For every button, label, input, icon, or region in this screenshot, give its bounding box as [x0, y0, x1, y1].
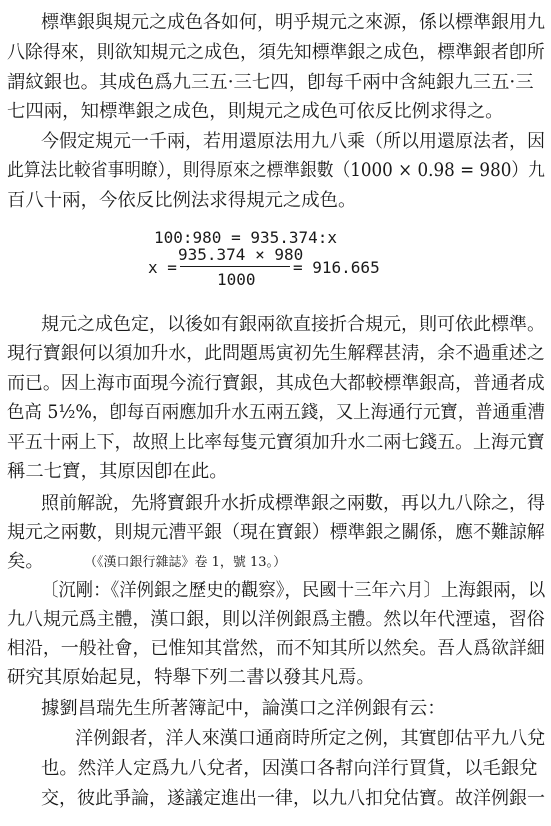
quote-line-2: 也。然洋人定爲九八兌者，因漢口各幇向洋行買貨，以毛銀兌 — [41, 758, 538, 779]
paragraph-3-line-4: 色高 5½%，卽每百兩應加升水五兩五錢，又上海通行元寶，普通重漕 — [7, 402, 545, 423]
paragraph-5-line-4: 研究其原始起見，特舉下列二書以發其凡焉。 — [7, 667, 375, 688]
paragraph-5-line-1: 〔沉剛：《洋例銀之歷史的觀察》，民國十三年六月〕上海銀兩，以 — [41, 580, 546, 601]
quote-line-3: 交，彼此爭論，遂議定進出一律，以九八扣兌估寶。故洋例銀一 — [41, 788, 545, 809]
text-line — [0, 784, 551, 814]
paragraph-3-line-1: 規元之成色定，以後如有銀兩欲直接折合規元，則可依此標準。 — [41, 314, 545, 335]
paragraph-3-line-5: 平五十兩上下，故照上比率每隻元寶須加升水二兩七錢五。上海元寶 — [7, 432, 545, 453]
text-line — [0, 97, 551, 127]
text-line — [0, 605, 551, 635]
text-line — [0, 339, 551, 369]
fraction-denominator: 1000 — [217, 270, 256, 289]
paragraph-1-line-2: 八除得來，則欲知規元之成色，須先知標準銀之成色，標準銀者卽所 — [7, 42, 545, 63]
text-line — [0, 489, 551, 519]
paragraph-2-line-2: 此算法比較省事明瞭），則得原來之標準銀數（1000 × 0.98 = 980）九 — [7, 160, 545, 181]
paragraph-4-line-2: 規元之兩數，則規元漕平銀（現在寶銀）標準銀之關係，應不難諒解 — [7, 522, 545, 543]
proportion-equation: 100:980 = 935.374:x — [154, 228, 338, 247]
text-line — [0, 754, 551, 784]
paragraph-1-line-4: 七四兩，知標準銀之成色，則規元之成色可依反比例求得之。 — [7, 101, 504, 122]
paragraph-4-last-line: 矣。 — [7, 551, 44, 572]
paragraph-2-line-1: 今假定規元一千兩，若用還原法用九八乘（所以用還原法者，因 — [41, 131, 545, 152]
text-line — [0, 576, 551, 606]
text-line — [0, 663, 551, 693]
fraction-bar — [180, 266, 290, 267]
paragraph-2-line-3: 百八十兩，今依反比例法求得規元之成色。 — [7, 190, 357, 211]
text-line — [0, 369, 551, 399]
text-line — [0, 518, 551, 548]
source-reference: （《漢口銀行雜誌》卷 1，號 13。） — [84, 555, 287, 570]
text-line — [0, 156, 551, 186]
quote-line-1: 洋例銀者，洋人來漢口通商時所定之例，其實卽估平九八兌 — [75, 728, 546, 749]
paragraph-4-line-1: 照前解說，先將寶銀升水折成標準銀之兩數，再以九八除之，得 — [41, 493, 545, 514]
paragraph-5-line-2: 九八規元爲主體，漢口銀，則以洋例銀爲主體。然以年代湮遠，習俗 — [7, 609, 545, 630]
text-line — [0, 634, 551, 664]
text-line — [0, 68, 551, 98]
text-line — [0, 547, 551, 577]
paragraph-3-line-6: 稱二七寶，其原因卽在此。 — [7, 461, 228, 482]
paragraph-3-line-3: 而已。因上海市面現今流行寶銀，其成色大都較標準銀高，普通者成 — [7, 373, 545, 394]
text-line — [0, 398, 551, 428]
text-line — [0, 724, 551, 754]
text-line — [0, 428, 551, 458]
text-line — [0, 694, 551, 724]
paragraph-6-line-1: 據劉昌瑞先生所著簿記中，論漢口之洋例銀有云： — [41, 698, 446, 719]
fraction-numerator: 935.374 × 980 — [178, 245, 304, 264]
text-line — [0, 38, 551, 68]
equation-result: = 916.665 — [293, 258, 380, 277]
text-line — [0, 186, 551, 216]
x-label: x = — [148, 258, 177, 277]
text-line — [0, 127, 551, 157]
paragraph-1-line-3: 謂紋銀也。其成色爲九三五·三七四，卽每千兩中含純銀九三五·三 — [7, 72, 534, 93]
text-line — [0, 8, 551, 38]
paragraph-5-line-3: 相沿，一般社會，已惟知其當然，而不知其所以然矣。吾人爲欲詳細 — [7, 638, 545, 659]
text-line — [0, 457, 551, 487]
paragraph-1-line-1: 標準銀與規元之成色各如何，明乎規元之來源，係以標準銀用九 — [41, 12, 545, 33]
paragraph-3-line-2: 現行寶銀何以須加升水，此問題馬寅初先生解釋甚淸，余不過重述之 — [7, 343, 545, 364]
text-line — [0, 310, 551, 340]
